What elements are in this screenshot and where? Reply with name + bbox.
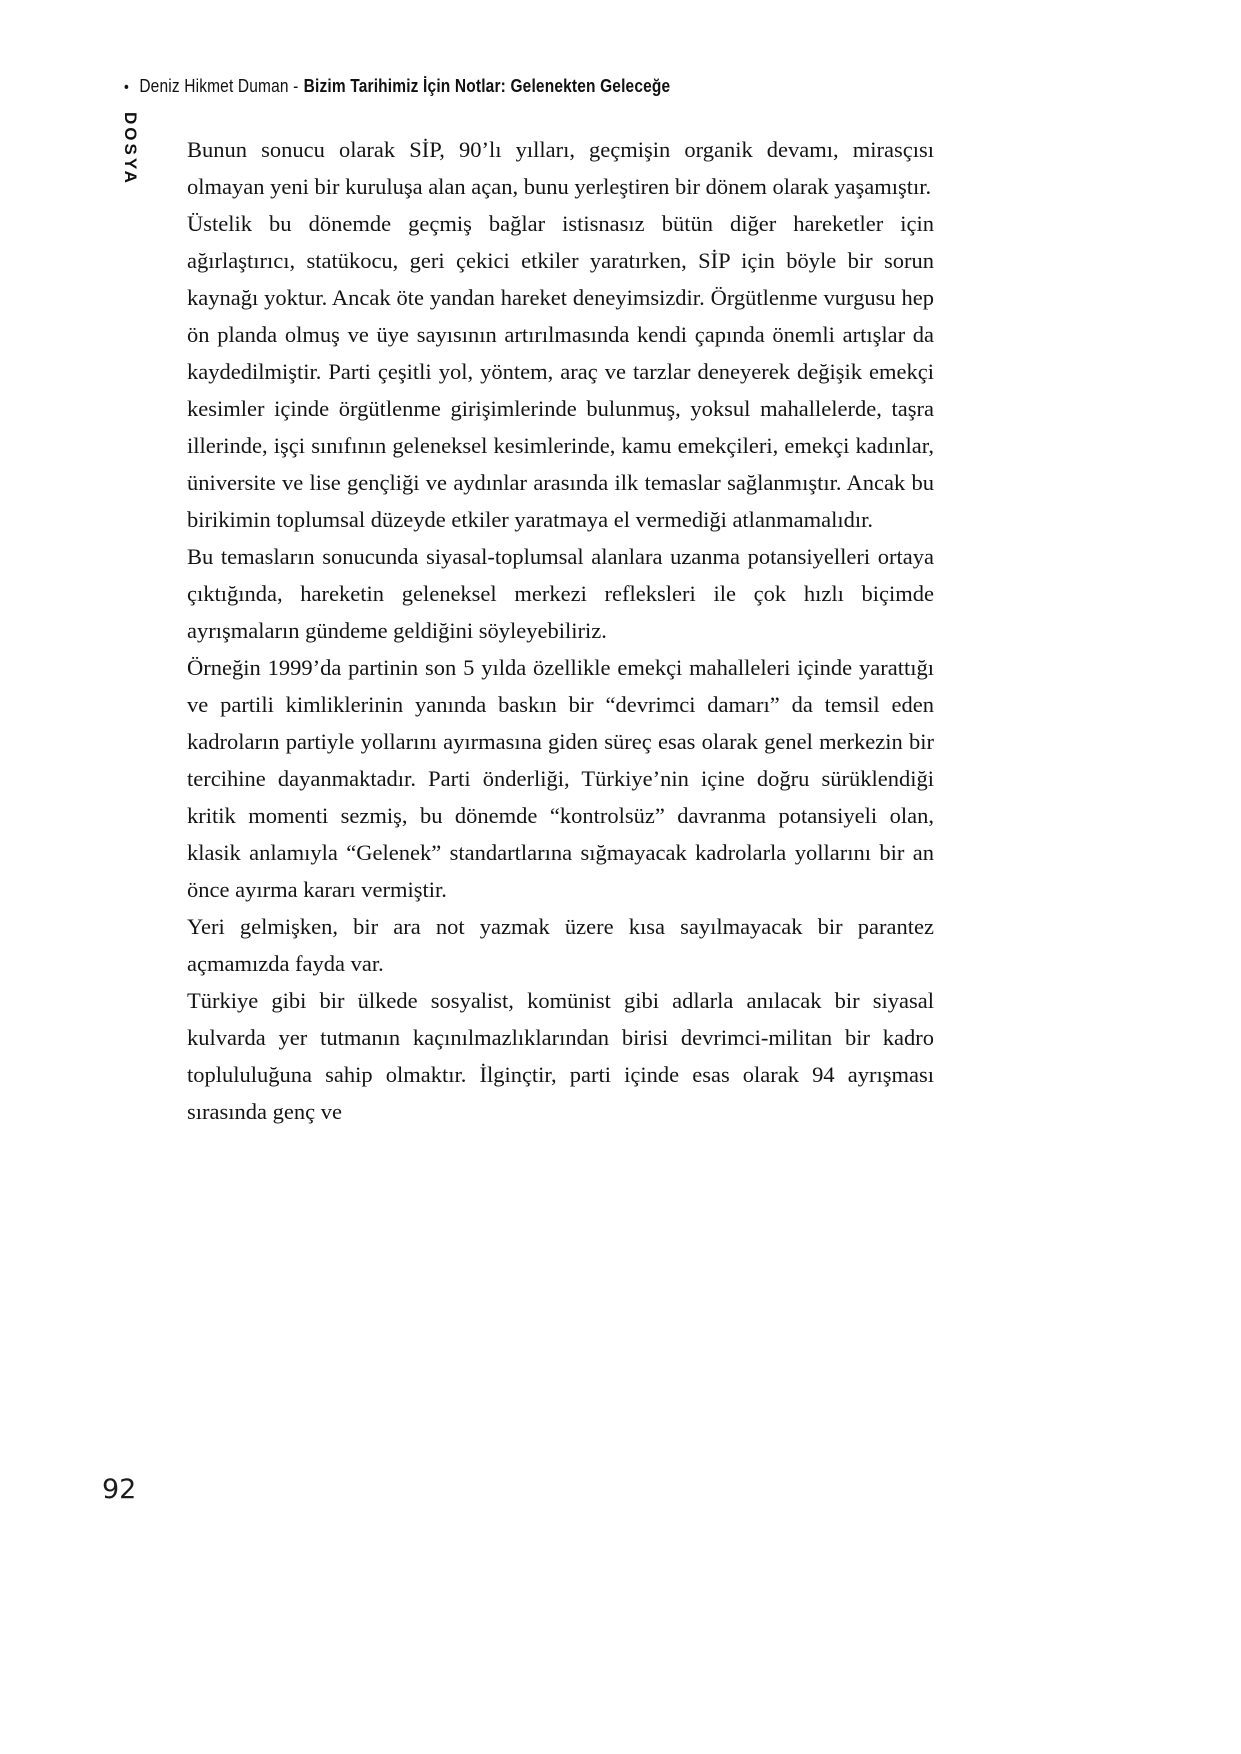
header-author: Deniz Hikmet Duman - (139, 76, 299, 96)
paragraph-6: Türkiye gibi bir ülkede sosyalist, komünist gibi adlarla anılacak bir siyasal kulvarda yer tutmanın kaçınılmazlıklarından birisi devrimci-militan bir kadro toplululuğuna sahip olmaktır. İlginçtir, parti içinde esas olarak 94 ayrışması sırasında genç ve (187, 988, 934, 1124)
page-header (124, 76, 670, 97)
paragraph-3: Bu temasların sonucunda siyasal-toplumsal alanlara uzanma potansiyelleri ortaya çıktığında, hareketin geleneksel merkezi refleksleri ile çok hızlı biçimde ayrışmaların gündeme geldiğini söyleyebiliriz. (187, 544, 934, 643)
paragraph-2: Üstelik bu dönemde geçmiş bağlar istisnasız bütün diğer hareketler için ağırlaştırıcı, statükocu, geri çekici etkiler yaratırken, SİP için böyle bir sorun kaynağı yoktur. Ancak öte yandan hareket deneyimsizdir. Örgütlenme vurgusu hep ön planda olmuş ve üye sayısının artırılmasında kendi çapında önemli artışlar da kaydedilmiştir. Parti çeşitli yol, yöntem, araç ve tarzlar deneyerek değişik emekçi kesimler içinde örgütlenme girişimlerinde bulunmuş, yoksul mahallelerde, taşra illerinde, işçi sınıfının geleneksel kesimlerinde, kamu emekçileri, emekçi kadınlar, üniversite ve lise gençliği ve aydınlar arasında ilk temaslar sağlanmıştır. Ancak bu birikimin toplumsal düzeyde etkiler yaratmaya el vermediği atlanmamalıdır. (187, 211, 934, 532)
body-text (187, 131, 934, 1130)
paragraph-5: Yeri gelmişken, bir ara not yazmak üzere kısa sayılmayacak bir parantez açmamızda fayda var. (187, 914, 934, 976)
paragraph-4: Örneğin 1999’da partinin son 5 yılda özellikle emekçi mahalleleri içinde yarattığı ve partili kimliklerinin yanında baskın bir “devrimci damarı” da temsil eden kadroların partiyle yollarını ayırmasına giden süreç esas olarak genel merkezin bir tercihine dayanmaktadır. Parti önderliği, Türkiye’nin içine doğru sürüklendiği kritik momenti sezmiş, bu dönemde “kontrolsüz” davranma potansiyeli olan, klasik anlamıyla “Gelenek” standartlarına sığmayacak kadrolarla yollarını bir an önce ayırma kararı vermiştir. (187, 655, 934, 902)
page-number: 92 (102, 1474, 137, 1505)
header-book-title: Bizim Tarihimiz İçin Notlar: Gelenekten Geleceğe (303, 76, 671, 96)
margin-label-dosya: DOSYA (121, 112, 140, 186)
paragraph-1: Bunun sonucu olarak SİP, 90’lı yılları, geçmişin organik devamı, mirasçısı olmayan yeni bir kuruluşa alan açan, bunu yerleştiren bir dönem olarak yaşamıştır. (187, 137, 934, 199)
bullet-icon: • (124, 79, 129, 96)
